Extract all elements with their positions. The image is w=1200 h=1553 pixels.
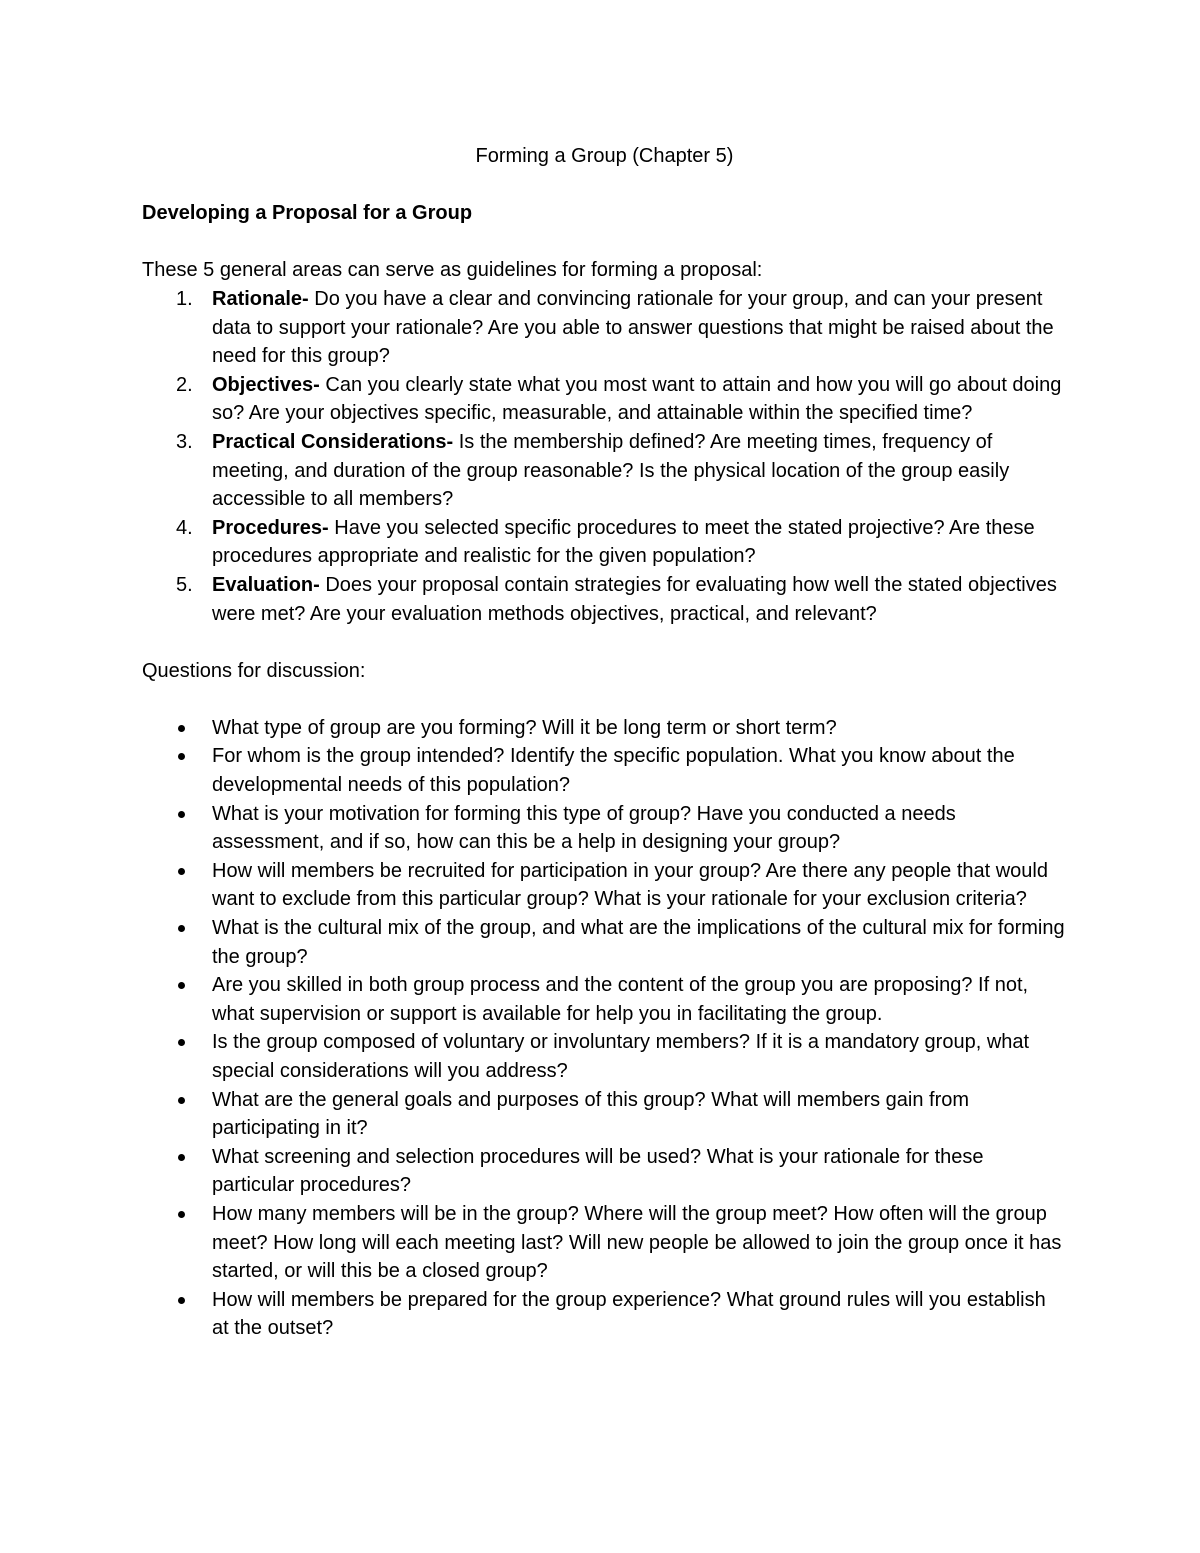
list-item — [142, 1086, 1067, 1143]
bullet-icon — [178, 982, 185, 989]
question-text: For whom is the group intended? Identify the specific population. What you know about the developmental needs of this population? — [212, 745, 1015, 797]
list-item — [142, 285, 1067, 371]
list-item — [142, 914, 1067, 971]
area-text: Is the membership defined? Are meeting times, frequency of meeting, and duration of the group reasonable? Is the physical location of the group easily accessible to all members? — [212, 430, 1010, 511]
question-text: What are the general goals and purposes of this group? What will members gain from participating in it? — [212, 1088, 970, 1140]
area-term: Procedures- — [212, 516, 329, 539]
area-text: Can you clearly state what you most want to attain and how you will go about doing so? Are your objectives specific, measurable, and attainable within the specified time? — [212, 373, 1062, 425]
list-number: 1. — [176, 287, 193, 310]
list-number: 2. — [176, 373, 193, 396]
question-text: How many members will be in the group? Where will the group meet? How often will the group meet? How long will each meeting last? Will new people be allowed to join the group once it has started, or will this be a closed group? — [212, 1202, 1062, 1283]
bullet-icon — [178, 1154, 185, 1161]
area-term: Evaluation- — [212, 573, 320, 596]
bullet-icon — [178, 1297, 185, 1304]
area-term: Objectives- — [212, 373, 320, 396]
bullet-icon — [178, 868, 185, 875]
area-term: Practical Considerations- — [212, 430, 454, 453]
bullet-icon — [178, 1039, 185, 1046]
bullet-icon — [178, 725, 185, 732]
section-heading: Developing a Proposal for a Group — [142, 202, 473, 225]
bullet-icon — [178, 811, 185, 818]
bullet-icon — [178, 1097, 185, 1104]
question-text: How will members be prepared for the group experience? What ground rules will you establish at the outset? — [212, 1288, 1046, 1340]
list-item — [142, 571, 1067, 628]
bullet-icon — [178, 753, 185, 760]
intro-paragraph: These 5 general areas can serve as guidelines for forming a proposal: — [142, 259, 763, 282]
list-item — [142, 714, 1067, 743]
bullet-icon — [178, 925, 185, 932]
question-text: Is the group composed of voluntary or involuntary members? If it is a mandatory group, what special considerations will you address? — [212, 1031, 1030, 1082]
question-text: How will members be recruited for participation in your group? Are there any people that would want to exclude from this particular group? What is your rationale for your exclusion criteria? — [212, 859, 1048, 911]
list-item — [142, 971, 1067, 1028]
question-text: What is your motivation for forming this type of group? Have you conducted a needs assessment, and if so, how can this be a help in designing your group? — [212, 802, 956, 854]
list-item — [142, 1286, 1067, 1343]
area-text: Does your proposal contain strategies for evaluating how well the stated objectives were met? Are your evaluation methods objectives, practical, and relevant? — [212, 573, 1057, 625]
area-text: Do you have a clear and convincing rationale for your group, and can your present data to support your rationale? Are you able to answer questions that might be raised about the need for this group? — [212, 287, 1054, 368]
proposal-areas-list — [142, 285, 1067, 628]
area-text: Have you selected specific procedures to meet the stated projective? Are these procedures appropriate and realistic for the given population? — [212, 516, 1035, 568]
list-item — [142, 1200, 1067, 1286]
document-title: Forming a Group (Chapter 5) — [475, 145, 734, 167]
questions-heading: Questions for discussion: — [142, 659, 366, 682]
list-number: 4. — [176, 516, 193, 539]
list-number: 5. — [176, 573, 193, 596]
list-item — [142, 428, 1067, 514]
list-item — [142, 800, 1067, 857]
area-term: Rationale- — [212, 287, 309, 310]
question-text: What is the cultural mix of the group, and what are the implications of the cultural mix for forming the group? — [212, 917, 1065, 968]
list-item — [142, 371, 1067, 428]
list-item — [142, 857, 1067, 914]
list-item — [142, 742, 1067, 799]
list-item — [142, 1143, 1067, 1200]
list-number: 3. — [176, 430, 193, 453]
question-text: What screening and selection procedures will be used? What is your rationale for these particular procedures? — [212, 1145, 984, 1197]
discussion-questions-list — [142, 714, 1067, 1343]
question-text: What type of group are you forming? Will it be long term or short term? — [212, 716, 837, 739]
list-item — [142, 514, 1067, 571]
list-item — [142, 1028, 1067, 1085]
bullet-icon — [178, 1211, 185, 1218]
document-body — [142, 142, 1067, 1343]
question-text: Are you skilled in both group process and the content of the group you are proposing? If not, what supervision or support is available for help you in facilitating the group. — [212, 974, 1029, 1025]
